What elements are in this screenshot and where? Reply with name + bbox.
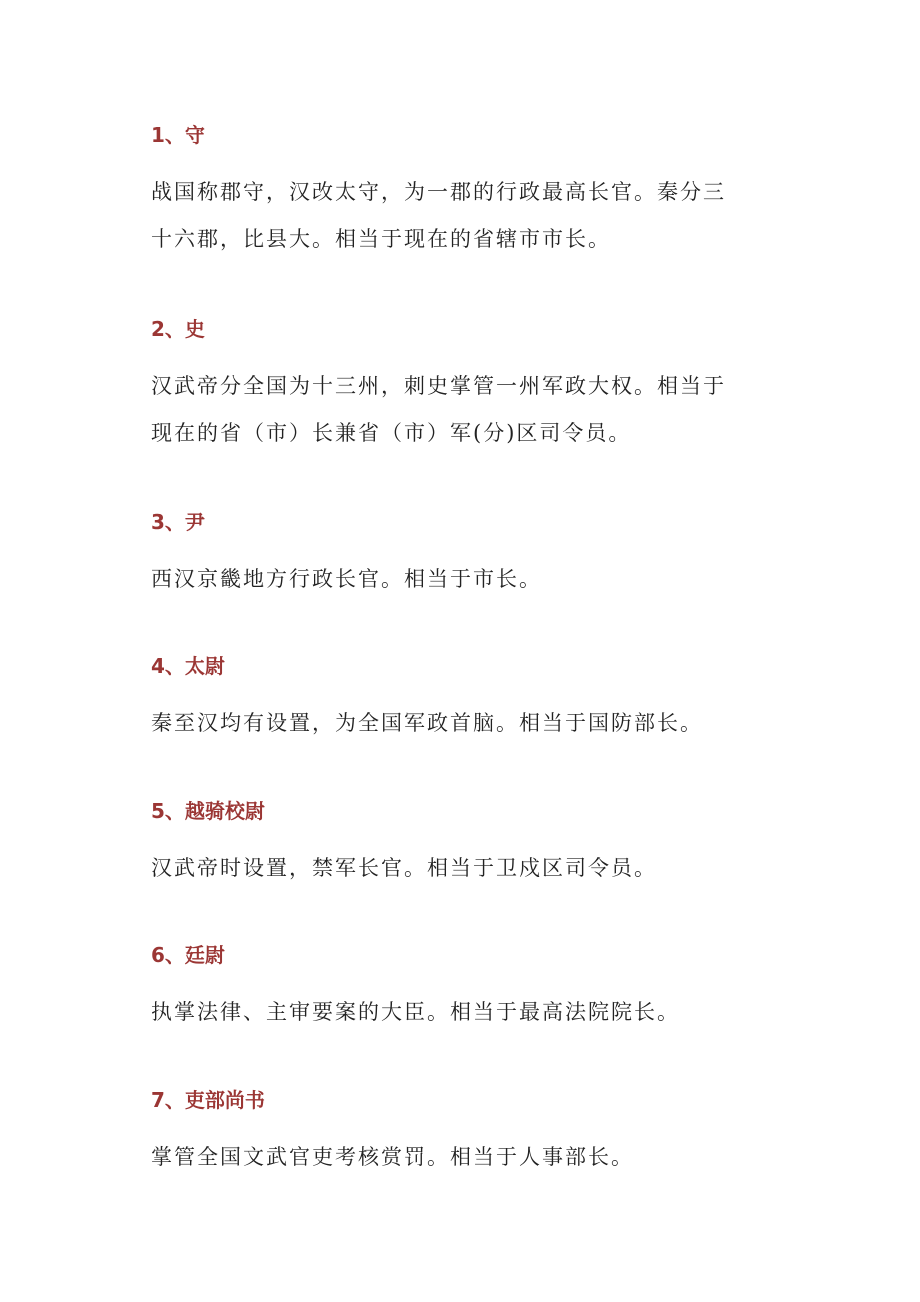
entry-heading: 1、守 [151, 123, 205, 147]
entry-heading: 3、尹 [151, 510, 205, 534]
entry-heading: 5、越骑校尉 [151, 799, 265, 823]
text-line: 战国称郡守，汉改太守，为一郡的行政最高长官。秦分三 [151, 180, 726, 204]
entry-5 [151, 797, 771, 892]
entry-7 [151, 1086, 771, 1181]
entry-2 [151, 315, 771, 457]
entry-heading: 6、廷尉 [151, 943, 225, 967]
text-line: 西汉京畿地方行政长官。相当于市长。 [151, 567, 542, 591]
entry-6 [151, 941, 771, 1036]
entry-text [151, 169, 771, 263]
entry-heading: 4、太尉 [151, 654, 225, 678]
text-line: 执掌法律、主审要案的大臣。相当于最高法院院长。 [151, 1000, 680, 1024]
entry-3 [151, 508, 771, 603]
text-line: 汉武帝时设置，禁军长官。相当于卫戍区司令员。 [151, 856, 657, 880]
entry-1 [151, 121, 771, 263]
entry-text [151, 363, 771, 457]
text-line: 掌管全国文武官吏考核赏罚。相当于人事部长。 [151, 1145, 634, 1169]
entry-heading: 2、史 [151, 317, 205, 341]
text-line: 秦至汉均有设置，为全国军政首脑。相当于国防部长。 [151, 711, 703, 735]
text-line: 现在的省（市）长兼省（市）军(分)区司令员。 [151, 421, 632, 445]
entry-heading: 7、吏部尚书 [151, 1088, 265, 1112]
entry-text [151, 556, 771, 603]
entry-text [151, 1134, 771, 1181]
text-line: 十六郡，比县大。相当于现在的省辖市市长。 [151, 227, 611, 251]
entry-text [151, 989, 771, 1036]
entry-text [151, 700, 771, 747]
text-line: 汉武帝分全国为十三州，刺史掌管一州军政大权。相当于 [151, 374, 726, 398]
entry-4 [151, 652, 771, 747]
entry-text [151, 845, 771, 892]
